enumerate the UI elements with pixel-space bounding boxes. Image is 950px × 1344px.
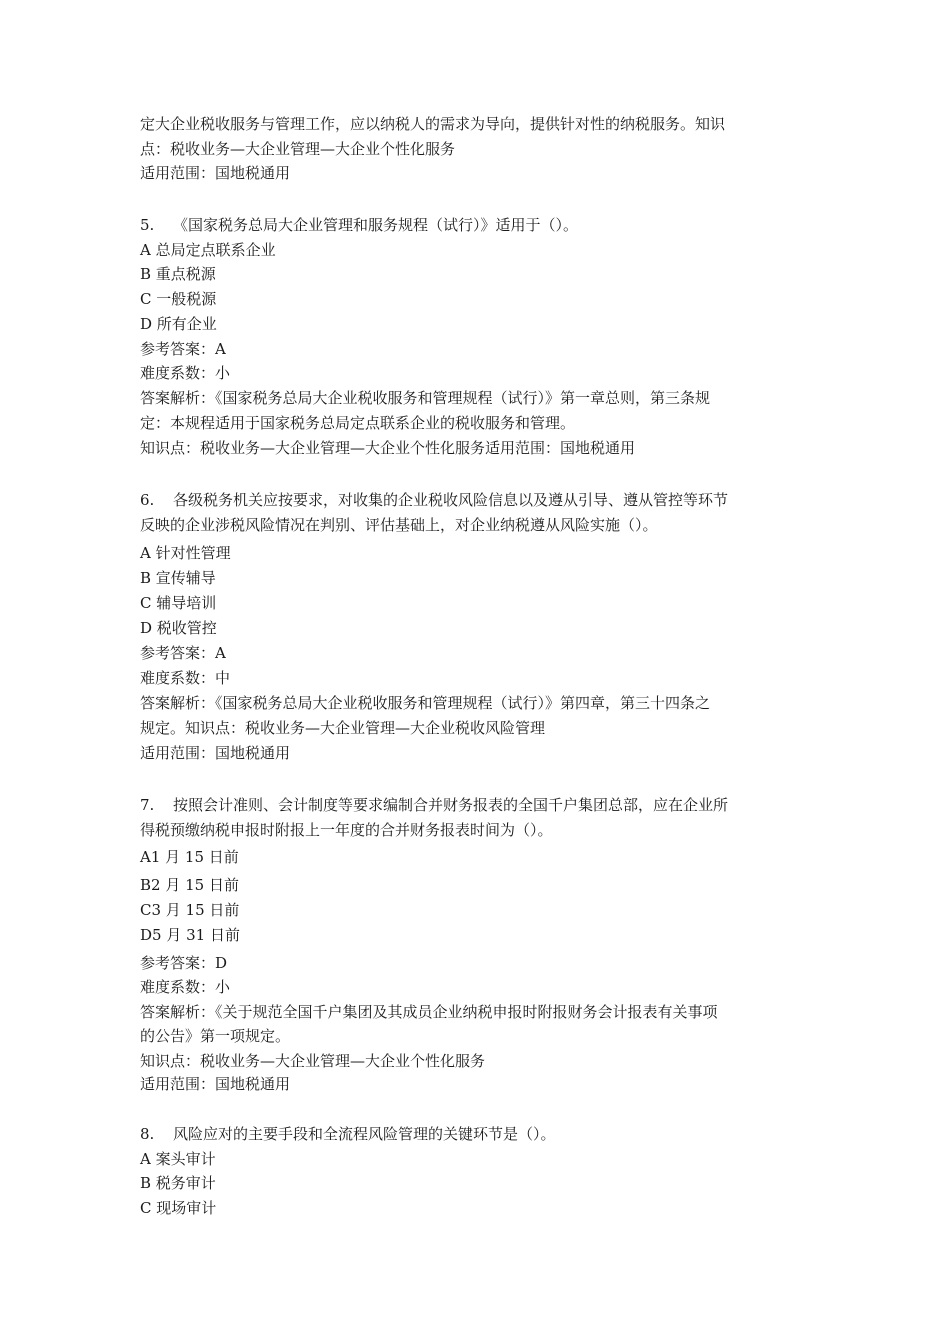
option-d: D5 月 31 日前 — [140, 926, 240, 944]
option-a: A1 月 15 日前 — [140, 848, 239, 866]
analysis-line: 适用范围：国地税通用 — [140, 744, 291, 762]
question-text: 按照会计准则、会计制度等要求编制合并财务报表的全国千户集团总部，应在企业所 — [173, 796, 729, 814]
text-line: 定大企业税收服务与管理工作，应以纳税人的需求为导向，提供针对性的纳税服务。知识 — [140, 115, 726, 133]
option-c: C3 月 15 日前 — [140, 901, 240, 919]
difficulty: 难度系数：小 — [140, 978, 231, 996]
question-text: 风险应对的主要手段和全流程风险管理的关键环节是（）。 — [173, 1125, 556, 1143]
difficulty: 难度系数：小 — [140, 364, 231, 382]
option-b: B 税务审计 — [140, 1174, 216, 1192]
answer: 参考答案：A — [140, 340, 226, 358]
text-line: 点：税收业务—大企业管理—大企业个性化服务 — [140, 140, 456, 158]
analysis-line: 答案解析：《关于规范全国千户集团及其成员企业纳税申报时附报财务会计报表有关事项 — [140, 1003, 718, 1021]
analysis-line: 答案解析：《国家税务总局大企业税收服务和管理规程（试行）》第四章，第三十四条之 — [140, 694, 711, 712]
difficulty: 难度系数：中 — [140, 669, 231, 687]
question-text: 各级税务机关应按要求，对收集的企业税收风险信息以及遵从引导、遵从管控等环节 — [173, 491, 729, 509]
option-a: A 案头审计 — [140, 1150, 216, 1168]
analysis-line: 规定。知识点：税收业务—大企业管理—大企业税收风险管理 — [140, 719, 546, 737]
analysis-line: 的公告》第一项规定。 — [140, 1027, 291, 1045]
analysis-line: 定：本规程适用于国家税务总局定点联系企业的税收服务和管理。 — [140, 414, 576, 432]
answer: 参考答案：A — [140, 644, 226, 662]
question-number: 7. — [140, 796, 155, 814]
analysis-line: 知识点：税收业务—大企业管理—大企业个性化服务 — [140, 1052, 486, 1070]
option-b: B2 月 15 日前 — [140, 876, 239, 894]
text-line: 适用范围：国地税通用 — [140, 164, 291, 182]
option-a: A 总局定点联系企业 — [140, 241, 276, 259]
option-d: D 所有企业 — [140, 315, 217, 333]
option-d: D 税收管控 — [140, 619, 217, 637]
option-c: C 一般税源 — [140, 290, 217, 308]
question-text: 《国家税务总局大企业管理和服务规程（试行）》适用于（）。 — [173, 216, 579, 234]
analysis-line: 适用范围：国地税通用 — [140, 1075, 291, 1093]
option-b: B 宣传辅导 — [140, 569, 216, 587]
analysis-line: 答案解析：《国家税务总局大企业税收服务和管理规程（试行）》第一章总则，第三条规 — [140, 389, 711, 407]
question-number: 6. — [140, 491, 155, 509]
question-5-stem — [140, 215, 830, 235]
option-a: A 针对性管理 — [140, 544, 231, 562]
option-b: B 重点税源 — [140, 265, 216, 283]
option-c: C 现场审计 — [140, 1199, 217, 1217]
question-7-stem — [140, 795, 830, 815]
question-number: 5. — [140, 216, 155, 234]
question-text: 得税预缴纳税申报时附报上一年度的合并财务报表时间为（）。 — [140, 821, 553, 839]
analysis-line: 知识点：税收业务—大企业管理—大企业个性化服务适用范围：国地税通用 — [140, 439, 636, 457]
question-6-stem — [140, 490, 830, 510]
option-c: C 辅导培训 — [140, 594, 217, 612]
question-8-stem — [140, 1124, 830, 1144]
answer: 参考答案：D — [140, 954, 228, 972]
question-text: 反映的企业涉税风险情况在判别、评估基础上，对企业纳税遵从风险实施（）。 — [140, 516, 658, 534]
question-number: 8. — [140, 1125, 155, 1143]
